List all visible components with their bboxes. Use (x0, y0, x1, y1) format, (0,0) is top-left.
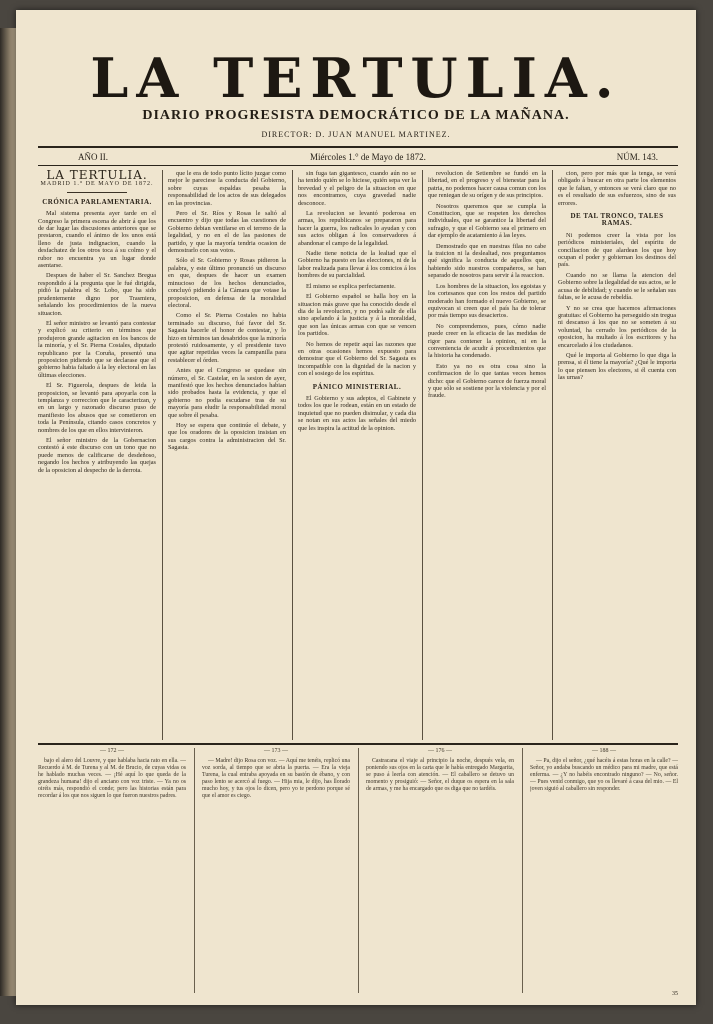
folletin-divider (522, 748, 523, 993)
paragraph: El señor ministro de la Gobernacion contestó á este discurso con un tono que no puede menos de calificarse de desdeñoso, negando los hechos y atribuyendo las quejas de la oposicion al despecho de la derrota. (38, 437, 156, 474)
paragraph: Ni podemos creer la vista por los periódicos ministeriales, del espíritu de conciliacion de que alardean los que hoy ocupan el poder y gobiernan los destinos del país. (558, 231, 676, 269)
folletin-page-number: — 173 — (264, 748, 288, 754)
column-1 (38, 170, 156, 740)
issue-number: NÚM. 143. (616, 152, 658, 162)
column-divider (162, 170, 163, 740)
paragraph: El Sr. Figuerola, despues de leida la proposicion, se levantó para apoyarla con la templanza y correccion que le caracterizan, y en un largo y razonado discurso puso de manifiesto los abusos que se cometieron en toda la Península, citando casos concretos y nombres de los que en ellos intervinieron. (38, 382, 156, 434)
column-divider (292, 170, 293, 740)
folletin-page-number: — 188 — (592, 748, 616, 754)
column-divider (422, 170, 423, 740)
issue-date: Miércoles 1.° de Mayo de 1872. (310, 152, 426, 162)
paragraph: Despues de haber el Sr. Sanchez Bregua respondido á la pregunta que le fué dirigida, pidió la palabra el Sr. Lobo, que ha sido prudentemente digno por Trasmiera, señalando los procedimientos de la nueva situacion. (38, 272, 156, 317)
paragraph: El Gobierno y sus adeptos, el Gabinete y todos los que le rodean, están en un estado de inquietud que no pueden disimular, y cada dia se notan en sus actos las señales del miedo que les inspira la actitud de la opinion. (298, 394, 416, 432)
paragraph: Nosotros queremos que se cumpla la Constitucion, que se respeten los derechos individuales, que se garantice la libertad del sufragio, y que el Gobierno sea el primero en dar ejemplo de acatamiento á las leyes. (428, 202, 546, 240)
folletin-text: — Pa, dijo el señor, ¿qué hacéis á estas horas en la calle? — Señor, yo andaba buscando un médico para mi madre, que está enferma. — ¿Y no habéis encontrado ninguno? — No, señor. — Pues venid conmigo, que yo os llevaré á casa del mio. — El joven siguió al caballero sin responder. (530, 758, 678, 792)
rule-top (38, 146, 678, 148)
paragraph: Demostrado que en nuestras filas no cabe la traicion ni la deslealtad, nos preguntamos qué significa la conducta de aquellos que, habiendo sido nuestros compañeros, se han separado de nosotros para servir á la reaccion. (428, 242, 546, 280)
column-3 (298, 170, 416, 740)
paragraph: Y no se crea que hacemos afirmaciones gratuitas: el Gobierno ha perseguido sin tregua ni descanso á los que no se someten á su voluntad, ha cerrado los periódicos de la oposicion, ha multado á los escritores y ha encarcelado á los ciudadanos. (558, 304, 676, 349)
column-5 (558, 170, 676, 740)
paragraph: Esto ya no es otra cosa sino la confirmacion de lo que tantas veces hemos dicho: que el Gobierno carece de fuerza moral y que sólo se sostiene por la violencia y por el fraude. (428, 362, 546, 400)
paragraph: Sólo el Sr. Gobierno y Rosas pidieron la palabra, y este último pronunció un discurso en que, despues de hacer un examen minucioso de los hechos denunciados, concluyó pidiendo á la Cámara que votase la proposicion, en defensa de la moralidad electoral. (168, 257, 286, 309)
paragraph: El mismo se explica perfectamente. (306, 282, 396, 290)
folletin-page-number: — 172 — (100, 748, 124, 754)
paragraph: sin fuga tan gigantesco, cuando aún no se ha tenido quién se lo hiciese, quién sepa ver la brevedad y el peligro de la situacion en que nos encontramos, cuya gravedad nadie desconoce. (298, 170, 416, 207)
director-line: DIRECTOR: D. JUAN MANUEL MARTINEZ. (261, 130, 451, 139)
newspaper-title: LA TERTULIA. (90, 46, 622, 110)
section-heading: CRÓNICA PARLAMENTARIA. (42, 197, 152, 206)
folletin-text: bajo el alero del Louvre, y que hablaba hacia rato en ella. — Recuerdo á M. de Turena y al M. de Brucio, de cuyas vidas os he hablado muchas veces. — ¡Hé aquí lo que queda de la grandeza humana! dijo el anciano con voz triste. — Ya no os oiréis más, respondió el conde; pero las historias están para recordar á los que nos siguen lo que fueron nuestros padres. (38, 758, 186, 799)
paragraph: El Gobierno español se halla hoy en la situacion más grave que ha conocido desde el dia de la revolucion, y no podrá salir de ella sino apelando á la justicia y á la moralidad, que son las únicas armas con que se vencen los partidos. (298, 293, 416, 338)
paragraph: Hoy se espera que continúe el debate, y que los oradores de la oposicion insistan en sus cargos contra la administracion del Sr. Sagasta. (168, 422, 286, 452)
section-title: LA TERTULIA. (46, 170, 148, 182)
column-4 (428, 170, 546, 740)
folletin-column-4 (530, 748, 678, 993)
main-columns (38, 170, 678, 740)
folletin-column-3 (366, 748, 514, 993)
paragraph: Nadie tiene noticia de la lealtad que el Gobierno ha puesto en las elecciones, ni de la labor realizada para llevar á los comicios á los hombres de su parcialidad. (298, 250, 416, 280)
folletin-divider (358, 748, 359, 993)
paragraph: Antes que el Congreso se quedase sin número, el Sr. Castelar, en la sesion de ayer, manifestó que los hechos denunciados habian sido probados hasta la evidencia, y que el gobierno no podia escudarse tras de su mayoría para eludir la responsabilidad moral que sobre él pesaba. (168, 367, 286, 419)
paragraph: La revolucion se levantó poderosa en armas, los republicanos se prepararon para hacer la guerra, los radicales lo ayudan y con sus actos obligan á los conservadores á abandonar el campo de la legalidad. (298, 210, 416, 247)
section-date: MADRID 1.° DE MAYO DE 1872. (40, 181, 154, 188)
paragraph: revolucion de Setiembre se fundó en la libertad, en el progreso y el bienestar para la patria, no podemos hacer causa comun con los que reniegan de su orígen y de sus principios. (428, 170, 546, 200)
column-divider (552, 170, 553, 740)
paragraph: No hemos de repetir aquí las razones que en otras ocasiones hemos expuesto para demostrar que el Gobierno del Sr. Sagasta es incompatible con la dignidad de la nacion y con el sosiego de los espíritus. (298, 340, 416, 378)
paragraph: cion, pero por más que la tenga, se verá obligado á buscar en otra parte los elementos que le faltan, y entonces se verá claro que no es el resultado de sus esfuerzos, sino de sus errores. (558, 170, 676, 207)
folletin-text: — Madre! dijo Rosa con voz. — Aquí me tenéis, replicó una voz sorda, al tiempo que se abria la puerta. — Era la vieja Turena, la cual entraba apoyada en su bastón de ébano, y con paso lento se acercó al fuego. — Hija mia, le dijo, has llorado mucho hoy, y tus ojos lo dicen, pero yo te perdono porque sé que el amor es ciego. (202, 758, 350, 799)
folletin-text: Castracana el viaje al principio la noche, después vela, en poniendo sus ojos en la carta que le había entregado Margarita, se puso á leerla con atención. — El caballero se detuvo un momento y prosiguió: — Señor, el duque os espera en la sala de armas, y me ha encargado que os diga que no tardéis. (366, 758, 514, 792)
column-2 (168, 170, 286, 740)
issue-year: AÑO II. (78, 152, 108, 162)
paragraph: que le era de todo punto lícito juzgar como mejor le pareciese la conducta del Gobierno, sobre cuyas espaldas pesaba la responsabilidad de los actos de sus delegados en las provincias. (168, 170, 286, 207)
folletin-column-2 (202, 748, 350, 993)
masthead (16, 46, 696, 139)
paragraph: Como el Sr. Pierna Costales no habia terminado su discurso, fué favor del Sr. Sagasta hacerle el honor de contestar, y lo hizo en términos tan desabridos que la minoría protestó ruidosamente, y el presidente tuvo que agitar repetidas veces la campanilla para restablecer el órden. (168, 312, 286, 364)
scan-binding-edge (0, 28, 16, 996)
folletin-rule (38, 743, 678, 745)
paragraph: Qué le importa al Gobierno lo que diga la prensa, si él tiene la mayoría? ¿Qué le importa lo que piensen los electores, si él cuenta con las urnas? (558, 351, 676, 382)
section-heading: PÁNICO MINISTERIAL. (312, 382, 402, 391)
section-heading: DE TAL TRONCO, TALES RAMAS. (570, 212, 664, 228)
ornament-divider (67, 192, 127, 193)
newspaper-page (16, 10, 696, 1005)
paragraph: Los hombres de la situacion, los egoistas y los cortesanos que con los restos del partido moderado han formado el nuevo Gobierno, se equivocan si creen que el país ha de tolerar por más tiempo sus desaciertos. (428, 282, 546, 320)
paragraph: Pero el Sr. Ríos y Rosas le salió al encuentro y dijo que todas las cuestiones de Gobierno debian ventilarse en el terreno de la legalidad, y no en el de las pasiones de partido, y que la mayoría tendria ocasion de demostrarlo con sus votos. (168, 210, 286, 255)
page-number: 35 (672, 991, 678, 997)
rule-under-dateline (38, 165, 678, 166)
newspaper-subtitle: DIARIO PROGRESISTA DEMOCRÁTICO DE LA MAÑANA. (142, 108, 570, 123)
dateline (38, 150, 678, 164)
paragraph: No comprendemos, pues, cómo nadie puede creer en la eficacia de las medidas de rigor para contener la opinion, ni en la conveniencia de acudir á procedimientos que la historia ha condenado. (428, 322, 546, 360)
folletin-page-number: — 176 — (428, 748, 452, 754)
paragraph: Mal sistema presenta ayer tarde en el Congreso la primera escena de abrir á que los de dar lugar las discusiones anteriores que se prestaron, cuando el ánimo de los unos está lleno de justa indignacion, cuando la desfachatez de los otros toca á su colmo y el rubor no encuentra ya un lugar donde asentarse. (38, 210, 156, 270)
folletin-column-1 (38, 748, 186, 993)
paragraph: Cuando no se llama la atencion del Gobierno sobre la ilegalidad de sus actos, se le acusa de debilidad; y cuando se le señalan sus faltas, se le acusa de rebeldía. (558, 271, 676, 302)
folletin-divider (194, 748, 195, 993)
paragraph: El señor ministro se levantó para contestar y explicó su criterio en términos que produjeron grande agitacion en los bancos de la minoría, y el Sr. Pierna Costales, diputado republicano por la Coruña, presentó una proposicion pidiendo que se declarase que el gobierno habia faltado á la ley electoral en las últimas elecciones. (38, 319, 156, 379)
